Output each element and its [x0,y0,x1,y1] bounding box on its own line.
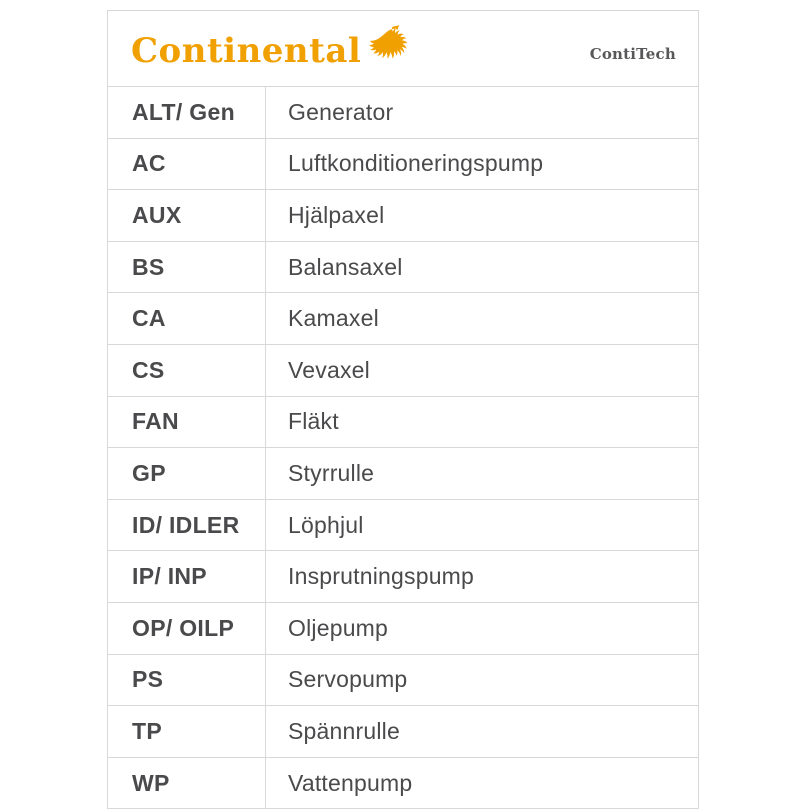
abbreviation-code: IP/ INP [108,551,266,602]
abbreviation-description: Vattenpump [288,769,413,796]
table-row [108,87,698,139]
abbreviation-code: BS [108,242,266,293]
rearing-horse-icon [365,23,411,72]
abbreviation-table [107,10,699,809]
sub-brand-label: ContiTech [589,45,676,63]
table-row [108,293,698,345]
table-row [108,242,698,294]
abbreviation-description: Kamaxel [288,305,379,332]
abbreviation-code: CS [108,345,266,396]
table-row [108,603,698,655]
abbreviation-code: PS [108,655,266,706]
table-row [108,190,698,242]
abbreviation-code: AUX [108,190,266,241]
table-row [108,139,698,191]
brand-header [108,11,698,87]
table-row [108,500,698,552]
abbreviation-code: FAN [108,397,266,448]
abbreviation-code: WP [108,758,266,809]
table-row [108,345,698,397]
table-row [108,448,698,500]
abbreviation-description: Balansaxel [288,253,403,280]
abbreviation-code: AC [108,139,266,190]
abbreviation-code: ALT/ Gen [108,87,266,138]
table-row [108,706,698,758]
abbreviation-description: Spännrulle [288,717,400,744]
abbreviation-description: Servopump [288,666,408,693]
abbreviation-description: Fläkt [288,408,339,435]
abbreviation-code: OP/ OILP [108,603,266,654]
table-row [108,655,698,707]
table-row [108,397,698,449]
abbreviation-description: Vevaxel [288,356,370,383]
abbreviation-description: Styrrulle [288,459,375,486]
abbreviation-description: Generator [288,98,394,125]
abbreviation-description: Hjälpaxel [288,201,385,228]
abbreviation-description: Löphjul [288,511,364,538]
abbreviation-description: Insprutningspump [288,563,475,590]
brand-wordmark: Continental [131,30,362,71]
abbreviation-code: TP [108,706,266,757]
abbreviation-description: Luftkonditioneringspump [288,150,544,177]
abbreviation-code: GP [108,448,266,499]
abbreviation-description: Oljepump [288,614,389,641]
table-row [108,551,698,603]
abbreviation-code: CA [108,293,266,344]
table-row [108,758,698,809]
continental-logo [131,29,411,72]
abbreviation-code: ID/ IDLER [108,500,266,551]
